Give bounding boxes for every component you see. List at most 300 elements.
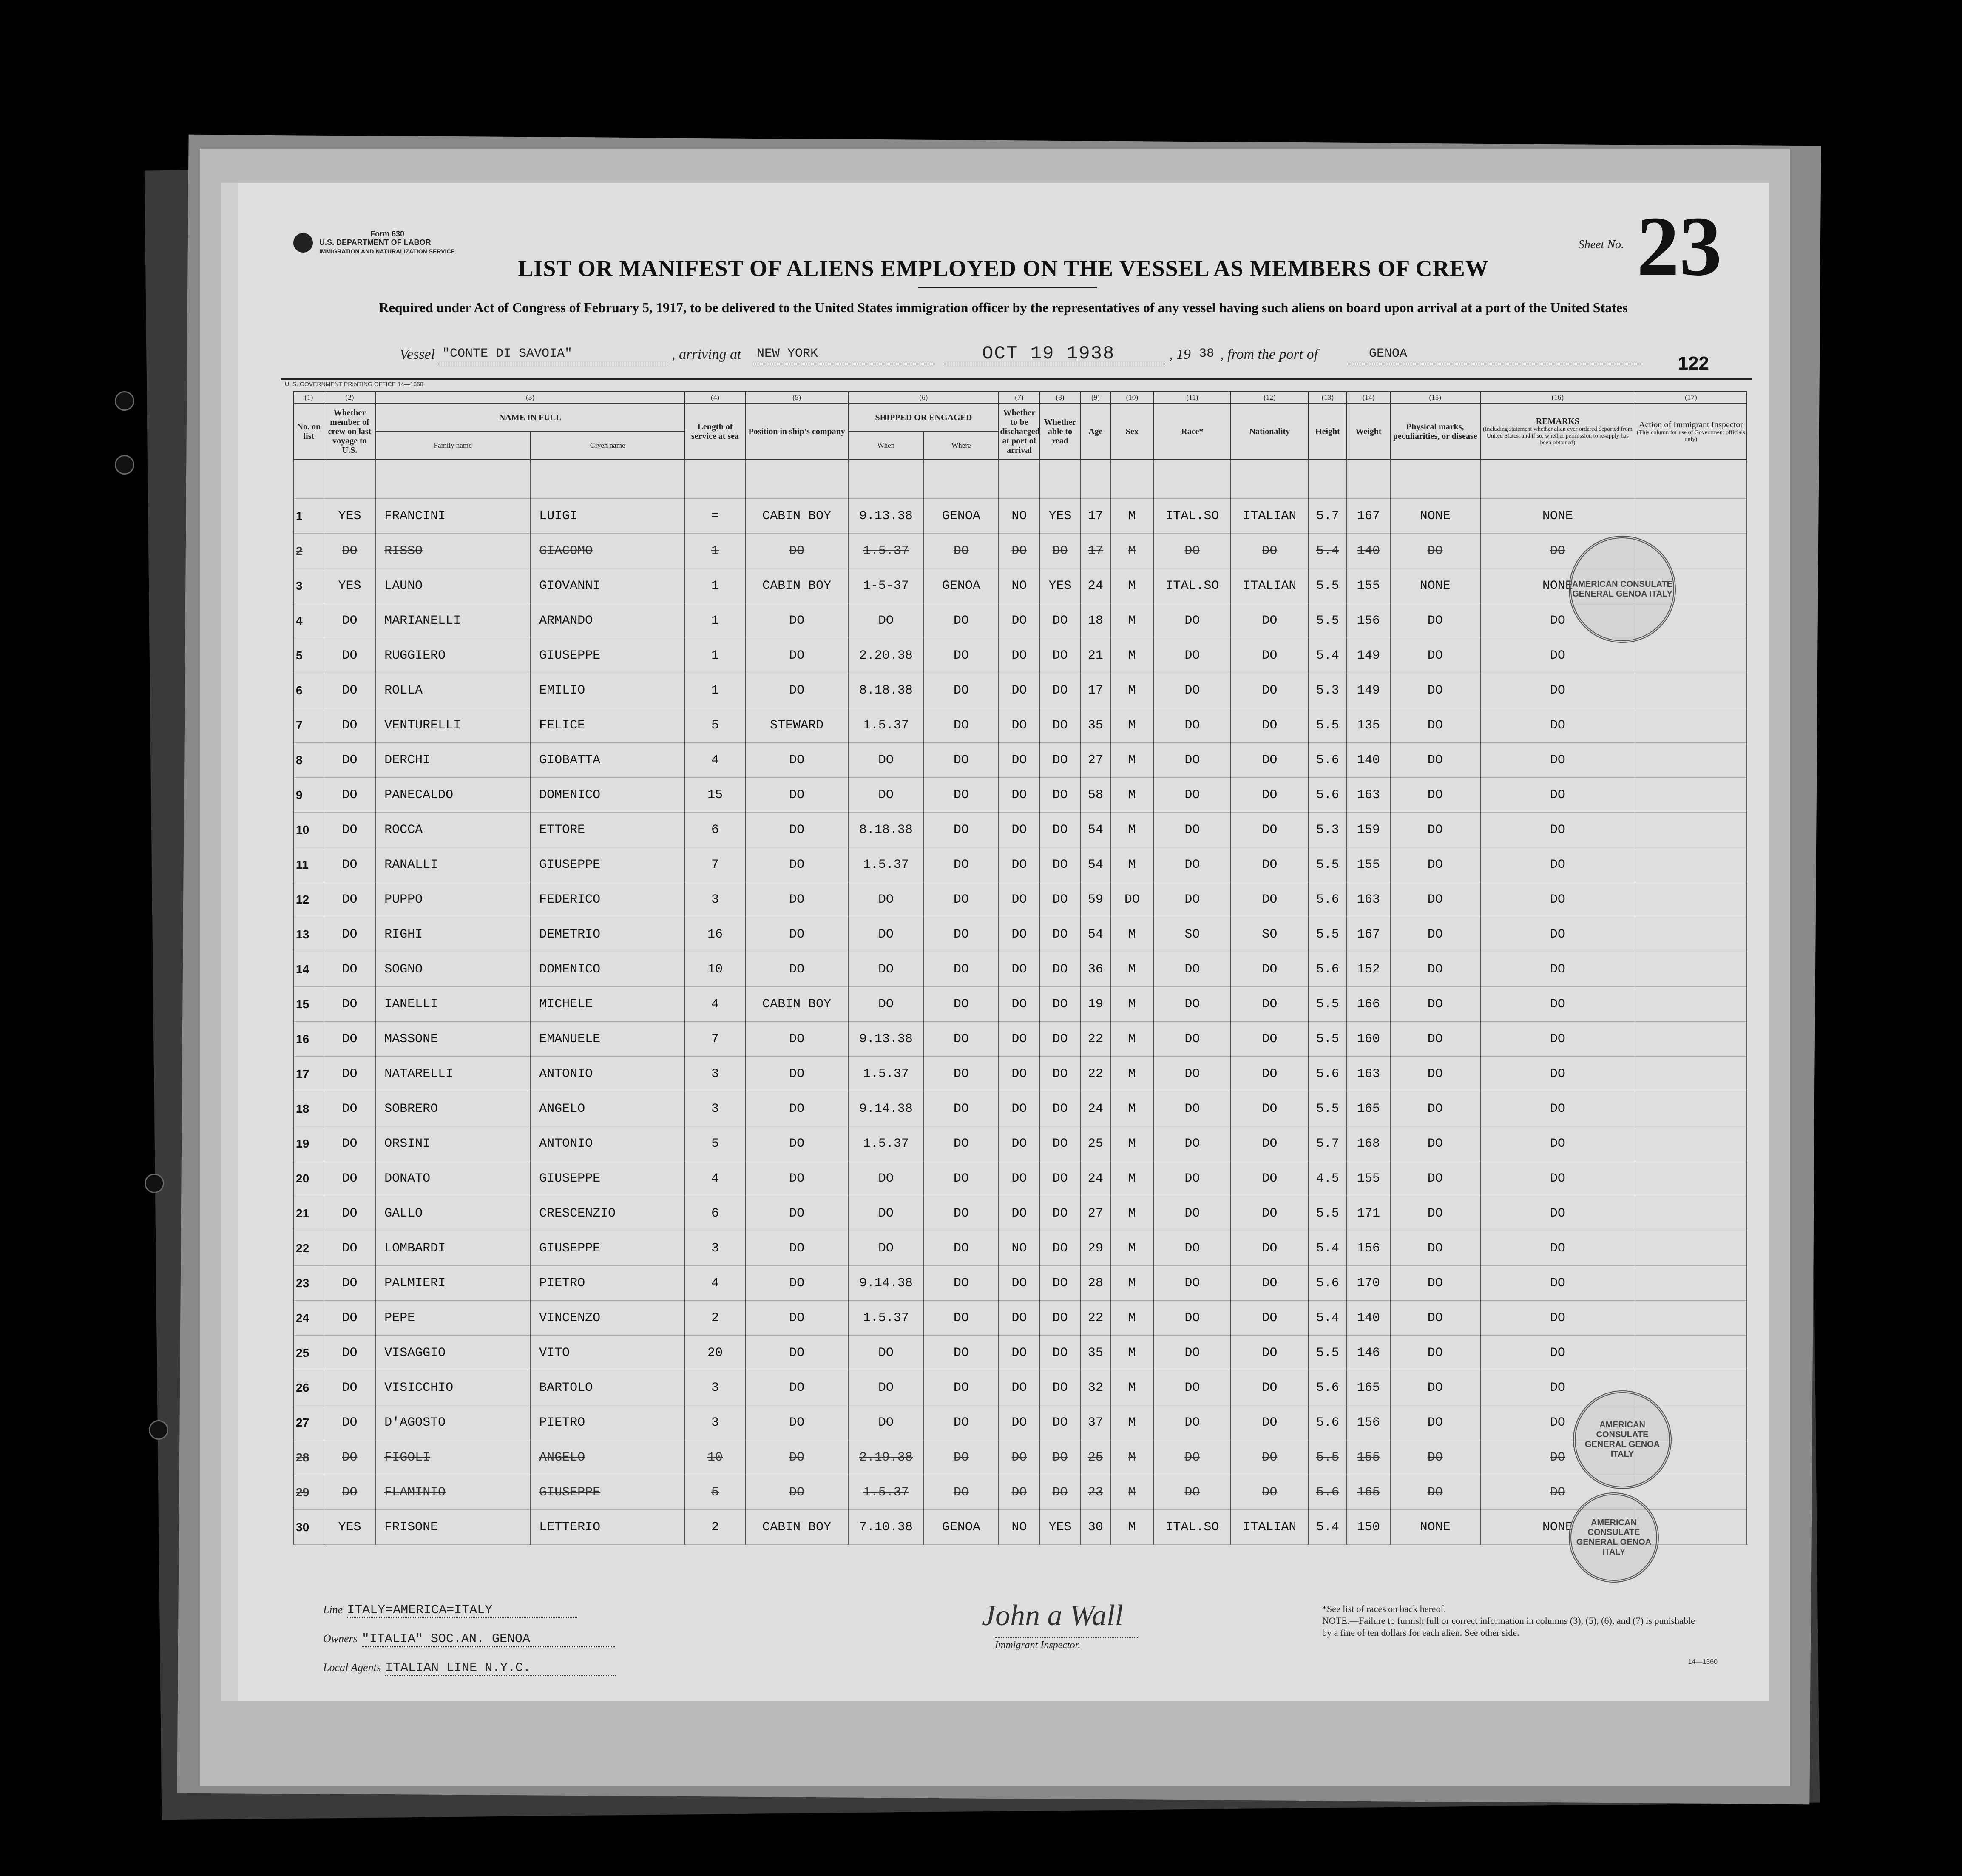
cell-height: 5.5: [1308, 1440, 1347, 1475]
cell-position: CABIN BOY: [745, 987, 849, 1022]
cell-family-name: D'AGOSTO: [375, 1405, 530, 1440]
cell-shipped-where: DO: [923, 813, 999, 847]
cell-physical-marks: DO: [1390, 778, 1480, 813]
cell-given-name: GIUSEPPE: [530, 1475, 685, 1510]
sheet-label: Sheet No.: [1578, 238, 1624, 251]
cell-position: DO: [745, 1126, 849, 1161]
cell-weight: 155: [1347, 847, 1390, 882]
cell-age: 19: [1081, 987, 1111, 1022]
cell-inspector-action: [1635, 708, 1747, 743]
crew-row: [294, 1231, 1747, 1266]
cell-able-to-read: DO: [1039, 1057, 1080, 1091]
cell-discharged: DO: [999, 882, 1039, 917]
cell-length-of-service: 1: [685, 534, 745, 568]
cell-race: DO: [1153, 1196, 1231, 1231]
cell-sex: M: [1110, 603, 1153, 638]
cell-last-voyage: YES: [324, 1510, 375, 1545]
department-seal-icon: [293, 233, 313, 253]
cell-sex: M: [1110, 1161, 1153, 1196]
cell-nationality: DO: [1231, 987, 1308, 1022]
cell-remarks: DO: [1480, 987, 1635, 1022]
cell-position: DO: [745, 847, 849, 882]
cell-given-name: ARMANDO: [530, 603, 685, 638]
cell-shipped-when: DO: [848, 1405, 923, 1440]
cell-last-voyage: DO: [324, 1126, 375, 1161]
cell-given-name: MICHELE: [530, 987, 685, 1022]
cell-nationality: DO: [1231, 708, 1308, 743]
cell-shipped-when: DO: [848, 1231, 923, 1266]
cell-age: 22: [1081, 1022, 1111, 1057]
cell-family-name: RANALLI: [375, 847, 530, 882]
cell-race: ITAL.SO: [1153, 1510, 1231, 1545]
crew-row: [294, 1022, 1747, 1057]
cell-position: STEWARD: [745, 708, 849, 743]
cell-physical-marks: DO: [1390, 987, 1480, 1022]
cell-shipped-where: DO: [923, 1091, 999, 1126]
cell-row-number: 8: [294, 743, 324, 778]
cell-sex: M: [1110, 534, 1153, 568]
cell-sex: M: [1110, 1231, 1153, 1266]
arrival-date-stamp: OCT 19 1938: [982, 343, 1115, 364]
cell-sex: M: [1110, 1126, 1153, 1161]
cell-row-number: 17: [294, 1057, 324, 1091]
cell-length-of-service: 16: [685, 917, 745, 952]
cell-given-name: GIUSEPPE: [530, 1161, 685, 1196]
cell-inspector-action: [1635, 1301, 1747, 1336]
crew-row: [294, 1405, 1747, 1440]
cell-height: 5.5: [1308, 917, 1347, 952]
cell-age: 27: [1081, 1196, 1111, 1231]
cell-inspector-action: [1635, 1057, 1747, 1091]
cell-given-name: FEDERICO: [530, 882, 685, 917]
cell-able-to-read: DO: [1039, 813, 1080, 847]
cell-position: DO: [745, 1231, 849, 1266]
cell-shipped-where: DO: [923, 1196, 999, 1231]
col-length-of-service: Length of service at sea: [685, 404, 745, 460]
cell-last-voyage: DO: [324, 1440, 375, 1475]
crew-row: [294, 917, 1747, 952]
cell-height: 5.6: [1308, 952, 1347, 987]
cell-age: 28: [1081, 1266, 1111, 1301]
cell-physical-marks: NONE: [1390, 499, 1480, 534]
cell-race: DO: [1153, 1301, 1231, 1336]
cell-race: DO: [1153, 1057, 1231, 1091]
cell-nationality: DO: [1231, 603, 1308, 638]
cell-shipped-where: GENOA: [923, 568, 999, 603]
cell-able-to-read: DO: [1039, 708, 1080, 743]
cell-able-to-read: DO: [1039, 987, 1080, 1022]
cell-nationality: DO: [1231, 1161, 1308, 1196]
cell-height: 5.7: [1308, 499, 1347, 534]
cell-shipped-where: DO: [923, 1370, 999, 1405]
cell-height: 5.6: [1308, 1370, 1347, 1405]
cell-last-voyage: DO: [324, 638, 375, 673]
cell-race: DO: [1153, 987, 1231, 1022]
cell-remarks: DO: [1480, 534, 1635, 568]
col8-num: (8): [1039, 392, 1080, 404]
crew-row: [294, 1057, 1747, 1091]
cell-physical-marks: DO: [1390, 917, 1480, 952]
crew-row: [294, 499, 1747, 534]
cell-shipped-where: DO: [923, 1475, 999, 1510]
col-name-in-full: NAME IN FULL: [375, 404, 685, 432]
cell-given-name: DOMENICO: [530, 778, 685, 813]
cell-remarks: DO: [1480, 708, 1635, 743]
cell-physical-marks: DO: [1390, 1231, 1480, 1266]
cell-shipped-when: 1.5.37: [848, 1301, 923, 1336]
cell-last-voyage: DO: [324, 1231, 375, 1266]
cell-physical-marks: DO: [1390, 1161, 1480, 1196]
cell-shipped-where: DO: [923, 1057, 999, 1091]
cell-age: 24: [1081, 1091, 1111, 1126]
cell-length-of-service: 6: [685, 1196, 745, 1231]
cell-position: DO: [745, 1161, 849, 1196]
cell-remarks: NONE: [1480, 1510, 1635, 1545]
cell-physical-marks: DO: [1390, 603, 1480, 638]
cell-physical-marks: DO: [1390, 1301, 1480, 1336]
cell-weight: 149: [1347, 673, 1390, 708]
cell-race: DO: [1153, 534, 1231, 568]
cell-age: 54: [1081, 847, 1111, 882]
crew-row: [294, 1196, 1747, 1231]
col-where: Where: [923, 432, 999, 460]
cell-last-voyage: DO: [324, 1475, 375, 1510]
header-rule: [281, 378, 1752, 380]
cell-age: 59: [1081, 882, 1111, 917]
line-value: ITALY=AMERICA=ITALY: [347, 1603, 577, 1618]
cell-length-of-service: 1: [685, 568, 745, 603]
cell-given-name: GIUSEPPE: [530, 847, 685, 882]
sheet-number: 23: [1637, 199, 1722, 293]
col-position: Position in ship's company: [745, 404, 849, 460]
cell-last-voyage: DO: [324, 708, 375, 743]
col4-num: (4): [685, 392, 745, 404]
cell-shipped-where: DO: [923, 1440, 999, 1475]
col-last-voyage: Whether member of crew on last voyage to U.S.: [324, 404, 375, 460]
cell-given-name: ANGELO: [530, 1440, 685, 1475]
cell-able-to-read: DO: [1039, 1231, 1080, 1266]
cell-physical-marks: DO: [1390, 743, 1480, 778]
cell-family-name: VISICCHIO: [375, 1370, 530, 1405]
cell-age: 22: [1081, 1057, 1111, 1091]
cell-shipped-when: DO: [848, 987, 923, 1022]
cell-row-number: 13: [294, 917, 324, 952]
cell-height: 5.5: [1308, 847, 1347, 882]
cell-shipped-where: DO: [923, 708, 999, 743]
cell-physical-marks: DO: [1390, 673, 1480, 708]
spacer-row: [294, 460, 1747, 499]
cell-position: DO: [745, 1440, 849, 1475]
cell-family-name: RISSO: [375, 534, 530, 568]
cell-race: DO: [1153, 1266, 1231, 1301]
col-inspector-label: Action of Immigrant Inspector: [1638, 420, 1743, 429]
crew-manifest-table: [293, 391, 1747, 1545]
cell-length-of-service: 3: [685, 882, 745, 917]
cell-shipped-when: 8.18.38: [848, 673, 923, 708]
cell-nationality: DO: [1231, 638, 1308, 673]
cell-able-to-read: DO: [1039, 1440, 1080, 1475]
cell-given-name: GIUSEPPE: [530, 638, 685, 673]
cell-length-of-service: =: [685, 499, 745, 534]
cell-age: 24: [1081, 1161, 1111, 1196]
cell-weight: 152: [1347, 952, 1390, 987]
cell-given-name: GIACOMO: [530, 534, 685, 568]
crew-row: [294, 1475, 1747, 1510]
cell-remarks: DO: [1480, 1370, 1635, 1405]
cell-discharged: DO: [999, 987, 1039, 1022]
cell-physical-marks: DO: [1390, 1440, 1480, 1475]
cell-race: DO: [1153, 1022, 1231, 1057]
cell-able-to-read: DO: [1039, 673, 1080, 708]
cell-height: 5.5: [1308, 603, 1347, 638]
cell-last-voyage: DO: [324, 882, 375, 917]
cell-physical-marks: DO: [1390, 882, 1480, 917]
cell-race: DO: [1153, 1475, 1231, 1510]
cell-discharged: DO: [999, 847, 1039, 882]
cell-row-number: 22: [294, 1231, 324, 1266]
cell-able-to-read: DO: [1039, 638, 1080, 673]
cell-physical-marks: DO: [1390, 1405, 1480, 1440]
service-name: IMMIGRATION AND NATURALIZATION SERVICE: [319, 248, 455, 255]
owners-label: Owners: [323, 1632, 358, 1645]
cell-physical-marks: DO: [1390, 1022, 1480, 1057]
cell-row-number: 7: [294, 708, 324, 743]
cell-sex: M: [1110, 1440, 1153, 1475]
cell-physical-marks: DO: [1390, 1370, 1480, 1405]
col-inspector-action: [1635, 404, 1747, 460]
vessel-label: Vessel: [400, 347, 435, 362]
cell-inspector-action: [1635, 1196, 1747, 1231]
cell-age: 29: [1081, 1231, 1111, 1266]
cell-height: 5.4: [1308, 1231, 1347, 1266]
cell-discharged: DO: [999, 638, 1039, 673]
cell-discharged: DO: [999, 1440, 1039, 1475]
cell-physical-marks: DO: [1390, 813, 1480, 847]
cell-family-name: GALLO: [375, 1196, 530, 1231]
cell-inspector-action: [1635, 1091, 1747, 1126]
cell-weight: 163: [1347, 882, 1390, 917]
line-row: [323, 1603, 616, 1617]
cell-physical-marks: DO: [1390, 1091, 1480, 1126]
cell-row-number: 5: [294, 638, 324, 673]
col6-num: (6): [848, 392, 999, 404]
cell-nationality: DO: [1231, 1091, 1308, 1126]
cell-position: DO: [745, 813, 849, 847]
cell-able-to-read: YES: [1039, 1510, 1080, 1545]
cell-able-to-read: DO: [1039, 1405, 1080, 1440]
cell-physical-marks: DO: [1390, 638, 1480, 673]
cell-weight: 156: [1347, 1405, 1390, 1440]
cell-family-name: MARIANELLI: [375, 603, 530, 638]
crew-row: [294, 987, 1747, 1022]
cell-given-name: GIOVANNI: [530, 568, 685, 603]
cell-height: 5.7: [1308, 1126, 1347, 1161]
cell-last-voyage: DO: [324, 778, 375, 813]
cell-discharged: DO: [999, 952, 1039, 987]
crew-row: [294, 1091, 1747, 1126]
cell-physical-marks: NONE: [1390, 568, 1480, 603]
cell-height: 5.3: [1308, 813, 1347, 847]
cell-race: ITAL.SO: [1153, 499, 1231, 534]
cell-position: DO: [745, 1057, 849, 1091]
cell-sex: M: [1110, 568, 1153, 603]
cell-family-name: PEPE: [375, 1301, 530, 1336]
cell-last-voyage: DO: [324, 987, 375, 1022]
cell-race: DO: [1153, 1126, 1231, 1161]
col-discharged: Whether to be discharged at port of arrival: [999, 404, 1039, 460]
cell-discharged: NO: [999, 568, 1039, 603]
cell-able-to-read: DO: [1039, 847, 1080, 882]
crew-row: [294, 673, 1747, 708]
cell-position: DO: [745, 534, 849, 568]
col-race: Race*: [1153, 404, 1231, 460]
cell-row-number: 18: [294, 1091, 324, 1126]
cell-height: 5.4: [1308, 534, 1347, 568]
cell-nationality: DO: [1231, 743, 1308, 778]
col-sex: Sex: [1110, 404, 1153, 460]
cell-shipped-when: 2.19.38: [848, 1440, 923, 1475]
cell-sex: M: [1110, 1301, 1153, 1336]
cell-last-voyage: DO: [324, 1161, 375, 1196]
cell-last-voyage: DO: [324, 847, 375, 882]
cell-shipped-where: DO: [923, 847, 999, 882]
cell-weight: 140: [1347, 743, 1390, 778]
cell-shipped-where: DO: [923, 1022, 999, 1057]
binder-hole: [115, 391, 134, 411]
cell-position: DO: [745, 1091, 849, 1126]
cell-shipped-when: DO: [848, 952, 923, 987]
cell-given-name: ANTONIO: [530, 1057, 685, 1091]
cell-sex: M: [1110, 1022, 1153, 1057]
cell-family-name: ROCCA: [375, 813, 530, 847]
cell-physical-marks: DO: [1390, 1057, 1480, 1091]
cell-shipped-where: GENOA: [923, 499, 999, 534]
col-nationality: Nationality: [1231, 404, 1308, 460]
col3-num: (3): [375, 392, 685, 404]
cell-given-name: FELICE: [530, 708, 685, 743]
vessel-name: "CONTE DI SAVOIA": [442, 347, 573, 361]
cell-length-of-service: 1: [685, 603, 745, 638]
cell-row-number: 3: [294, 568, 324, 603]
cell-shipped-when: 1-5-37: [848, 568, 923, 603]
cell-shipped-when: 8.18.38: [848, 813, 923, 847]
cell-remarks: DO: [1480, 673, 1635, 708]
cell-race: ITAL.SO: [1153, 568, 1231, 603]
col-no-on-list: No. on list: [294, 404, 324, 460]
cell-physical-marks: DO: [1390, 534, 1480, 568]
cell-given-name: VITO: [530, 1336, 685, 1370]
cell-last-voyage: DO: [324, 1266, 375, 1301]
cell-position: CABIN BOY: [745, 1510, 849, 1545]
cell-discharged: DO: [999, 1301, 1039, 1336]
cell-row-number: 9: [294, 778, 324, 813]
manifest-title: LIST OR MANIFEST OF ALIENS EMPLOYED ON THE VESSEL AS MEMBERS OF CREW: [518, 256, 1489, 281]
col-weight: Weight: [1347, 404, 1390, 460]
cell-discharged: DO: [999, 1091, 1039, 1126]
form-number: Form 630: [370, 230, 405, 238]
col1-num: (1): [294, 392, 324, 404]
cell-race: DO: [1153, 1231, 1231, 1266]
cell-row-number: 26: [294, 1370, 324, 1405]
cell-shipped-where: DO: [923, 952, 999, 987]
cell-able-to-read: DO: [1039, 882, 1080, 917]
cell-nationality: ITALIAN: [1231, 1510, 1308, 1545]
binder-hole: [149, 1420, 168, 1440]
cell-inspector-action: [1635, 1475, 1747, 1510]
cell-height: 5.6: [1308, 1405, 1347, 1440]
crew-row: [294, 1440, 1747, 1475]
cell-nationality: DO: [1231, 778, 1308, 813]
cell-length-of-service: 4: [685, 987, 745, 1022]
cell-length-of-service: 4: [685, 1266, 745, 1301]
cell-age: 27: [1081, 743, 1111, 778]
crew-row: [294, 743, 1747, 778]
cell-height: 5.5: [1308, 708, 1347, 743]
cell-race: DO: [1153, 603, 1231, 638]
cell-length-of-service: 4: [685, 1161, 745, 1196]
cell-remarks: DO: [1480, 1475, 1635, 1510]
col16-num: (16): [1480, 392, 1635, 404]
cell-sex: M: [1110, 987, 1153, 1022]
cell-position: DO: [745, 603, 849, 638]
cell-row-number: 23: [294, 1266, 324, 1301]
cell-remarks: DO: [1480, 1440, 1635, 1475]
cell-length-of-service: 15: [685, 778, 745, 813]
cell-remarks: DO: [1480, 1196, 1635, 1231]
cell-family-name: PANECALDO: [375, 778, 530, 813]
cell-sex: M: [1110, 1091, 1153, 1126]
cell-shipped-when: 9.14.38: [848, 1266, 923, 1301]
cell-discharged: DO: [999, 673, 1039, 708]
cell-length-of-service: 3: [685, 1091, 745, 1126]
cell-age: 25: [1081, 1440, 1111, 1475]
cell-inspector-action: [1635, 1336, 1747, 1370]
cell-row-number: 11: [294, 847, 324, 882]
cell-last-voyage: DO: [324, 1336, 375, 1370]
cell-position: CABIN BOY: [745, 499, 849, 534]
cell-weight: 167: [1347, 499, 1390, 534]
cell-position: DO: [745, 778, 849, 813]
cell-length-of-service: 3: [685, 1370, 745, 1405]
cell-row-number: 21: [294, 1196, 324, 1231]
crew-row: [294, 534, 1747, 568]
cell-able-to-read: DO: [1039, 743, 1080, 778]
cell-position: DO: [745, 882, 849, 917]
col-remarks: [1480, 404, 1635, 460]
cell-length-of-service: 20: [685, 1336, 745, 1370]
cell-last-voyage: YES: [324, 568, 375, 603]
cell-sex: M: [1110, 847, 1153, 882]
cell-remarks: DO: [1480, 882, 1635, 917]
cell-shipped-when: 1.5.37: [848, 1126, 923, 1161]
cell-discharged: DO: [999, 1196, 1039, 1231]
col-remarks-label: REMARKS: [1536, 417, 1579, 426]
cell-sex: M: [1110, 917, 1153, 952]
cell-shipped-when: DO: [848, 917, 923, 952]
cell-shipped-when: DO: [848, 1196, 923, 1231]
races-note: *See list of races on back hereof.: [1322, 1603, 1446, 1614]
cell-length-of-service: 2: [685, 1301, 745, 1336]
form-code: 14—1360: [1688, 1658, 1718, 1666]
cell-weight: 150: [1347, 1510, 1390, 1545]
cell-nationality: DO: [1231, 1266, 1308, 1301]
col-inspector-sub: (This column for use of Government officials only): [1637, 429, 1745, 443]
cell-shipped-when: DO: [848, 1336, 923, 1370]
cell-family-name: LOMBARDI: [375, 1231, 530, 1266]
cell-sex: M: [1110, 778, 1153, 813]
from-port: GENOA: [1369, 347, 1408, 361]
cell-weight: 156: [1347, 1231, 1390, 1266]
